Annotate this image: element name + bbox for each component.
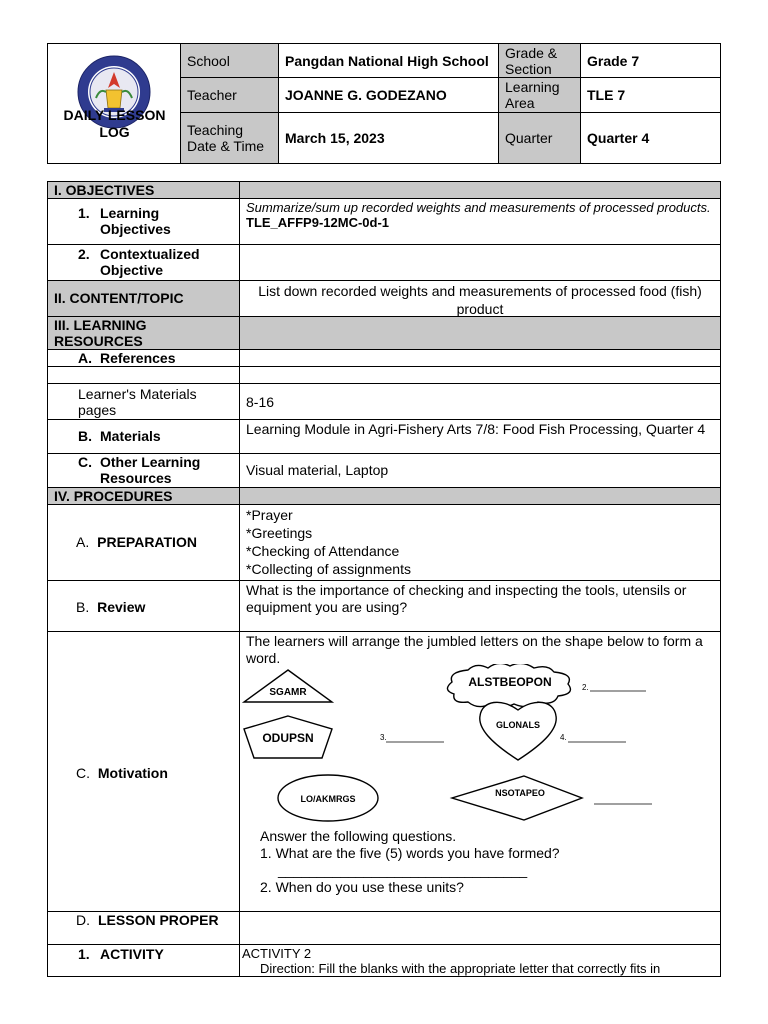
blank-row xyxy=(48,367,720,384)
answer-line-two: __________________________________________ xyxy=(278,896,606,912)
procedures-section-row xyxy=(48,488,720,505)
daily-lesson-log-title: DAILY LESSON LOG xyxy=(63,107,166,140)
references-row xyxy=(48,350,720,367)
activity-number: 1. xyxy=(78,946,90,962)
other-resources-row xyxy=(48,454,720,488)
review-text: Review xyxy=(97,599,146,615)
content-topic-row xyxy=(48,281,720,317)
heart-blank-number: 4. xyxy=(560,733,567,742)
teacher-value: JOANNE G. GODEZANO xyxy=(279,78,499,113)
materials-value: Learning Module in Agri-Fishery Arts 7/8: Food Fish Processing, Quarter 4 xyxy=(246,421,706,437)
materials-letter: B. xyxy=(78,428,92,444)
learning-resources-row xyxy=(48,317,720,350)
contextualized-objective-row xyxy=(48,245,720,281)
review-question: What is the importance of checking and inspecting the tools, utensils or equipment you are using? xyxy=(246,582,687,615)
content-topic-title: II. CONTENT/TOPIC xyxy=(54,290,184,306)
pentagon-blank-number: 3. xyxy=(380,733,387,742)
quarter-value: Quarter 4 xyxy=(587,130,650,146)
activity-label xyxy=(78,946,164,962)
question-two: 2. When do you use these units? xyxy=(260,879,464,895)
questions-intro: Answer the following questions. xyxy=(260,828,457,844)
references-text: References xyxy=(100,350,176,366)
learners-materials-row xyxy=(48,384,720,420)
competency-code: TLE_AFFP9-12MC-0d-1 xyxy=(246,215,390,230)
school-value: Pangdan National High School xyxy=(279,44,499,78)
lesson-plan-table xyxy=(47,181,721,977)
learning-objectives-label xyxy=(78,205,228,237)
materials-text: Materials xyxy=(100,428,161,444)
school-label: School xyxy=(181,44,279,78)
diamond-word: NSOTAPEO xyxy=(495,788,545,798)
activity-title: ACTIVITY 2 xyxy=(242,946,312,961)
objectives-section-row xyxy=(48,182,720,199)
diamond-shape xyxy=(452,776,652,820)
lesson-proper-text: LESSON PROPER xyxy=(98,912,219,928)
references-label xyxy=(78,350,176,366)
preparation-list xyxy=(246,506,714,578)
lesson-log-header xyxy=(47,43,721,164)
preparation-item-prayer: *Prayer xyxy=(246,507,293,523)
motivation-label xyxy=(76,765,168,781)
oval-word: LO/AKMRGS xyxy=(300,794,356,804)
references-letter: A. xyxy=(78,350,92,366)
cloud-shape xyxy=(447,664,646,707)
content-topic-text: List down recorded weights and measurements of processed food (fish) product xyxy=(258,283,702,317)
cloud-word: ALSTBEOPON xyxy=(468,675,552,689)
grade-section-label: Grade & Section xyxy=(499,44,581,78)
teaching-date-label: Teaching Date & Time xyxy=(181,113,279,163)
answer-line-one: ________________________________ xyxy=(278,862,528,878)
motivation-instructions: The learners will arrange the jumbled letters on the shape below to form a word. xyxy=(246,633,703,666)
contextualized-objective-text: Contextualized Objective xyxy=(100,246,200,278)
activity-row xyxy=(48,945,720,976)
preparation-item-greetings: *Greetings xyxy=(246,525,313,541)
pentagon-word: ODUPSN xyxy=(262,731,314,745)
review-letter: B. xyxy=(76,599,90,615)
triangle-shape xyxy=(244,670,332,702)
pentagon-shape xyxy=(244,716,444,758)
learners-materials-pages: 8-16 xyxy=(246,394,275,410)
logo-cell xyxy=(48,44,181,163)
learning-objective-statement: Summarize/sum up recorded weights and measurements of processed products. xyxy=(246,200,711,215)
other-resources-text: Other Learning Resources xyxy=(100,454,201,486)
other-resources-label xyxy=(78,454,233,486)
learning-area-label: Learning Area xyxy=(499,78,581,113)
heart-word: GLONALS xyxy=(496,720,540,730)
motivation-letter: C. xyxy=(76,765,90,781)
learning-objectives-text: Learning Objectives xyxy=(100,205,171,237)
review-row xyxy=(48,581,720,632)
procedures-section-title: IV. PROCEDURES xyxy=(54,488,173,504)
preparation-item-attendance: *Checking of Attendance xyxy=(246,543,400,559)
objectives-section-title: I. OBJECTIVES xyxy=(54,182,155,198)
motivation-row xyxy=(48,632,720,912)
learners-materials-label: Learner's Materials pages xyxy=(78,386,197,418)
motivation-text: Motivation xyxy=(97,765,168,781)
contextualized-objective-label xyxy=(78,246,228,278)
activity-text: ACTIVITY xyxy=(100,946,164,962)
cloud-blank-number: 2. xyxy=(582,683,589,692)
learning-resources-title: III. LEARNING RESOURCES xyxy=(54,317,147,349)
lesson-proper-letter: D. xyxy=(76,912,90,928)
oval-shape xyxy=(278,775,378,821)
learning-area-value: TLE 7 xyxy=(581,78,720,113)
heart-shape xyxy=(480,702,626,760)
review-label xyxy=(76,599,145,615)
preparation-row xyxy=(48,505,720,581)
teacher-label: Teacher xyxy=(181,78,279,113)
questions-block xyxy=(260,828,605,913)
question-one: 1. What are the five (5) words you have formed? xyxy=(260,845,560,861)
activity-direction: Direction: Fill the blanks with the appropriate letter that correctly fits in xyxy=(260,961,661,976)
learning-objectives-number: 1. xyxy=(78,205,90,221)
grade-section-value: Grade 7 xyxy=(581,44,720,78)
contextualized-objective-number: 2. xyxy=(78,246,90,262)
preparation-letter: A. xyxy=(76,534,90,550)
materials-row xyxy=(48,420,720,454)
other-resources-value: Visual material, Laptop xyxy=(246,462,389,478)
preparation-label xyxy=(76,534,197,550)
preparation-item-assignments: *Collecting of assignments xyxy=(246,561,411,577)
quarter-label: Quarter xyxy=(499,113,581,163)
triangle-word: SGAMR xyxy=(269,687,307,698)
learning-objectives-row xyxy=(48,199,720,245)
lesson-proper-label xyxy=(76,912,226,928)
teaching-date-value: March 15, 2023 xyxy=(279,113,499,163)
preparation-text: PREPARATION xyxy=(97,534,197,550)
lesson-proper-row xyxy=(48,912,720,945)
other-resources-letter: C. xyxy=(78,454,92,470)
materials-label xyxy=(78,428,161,444)
